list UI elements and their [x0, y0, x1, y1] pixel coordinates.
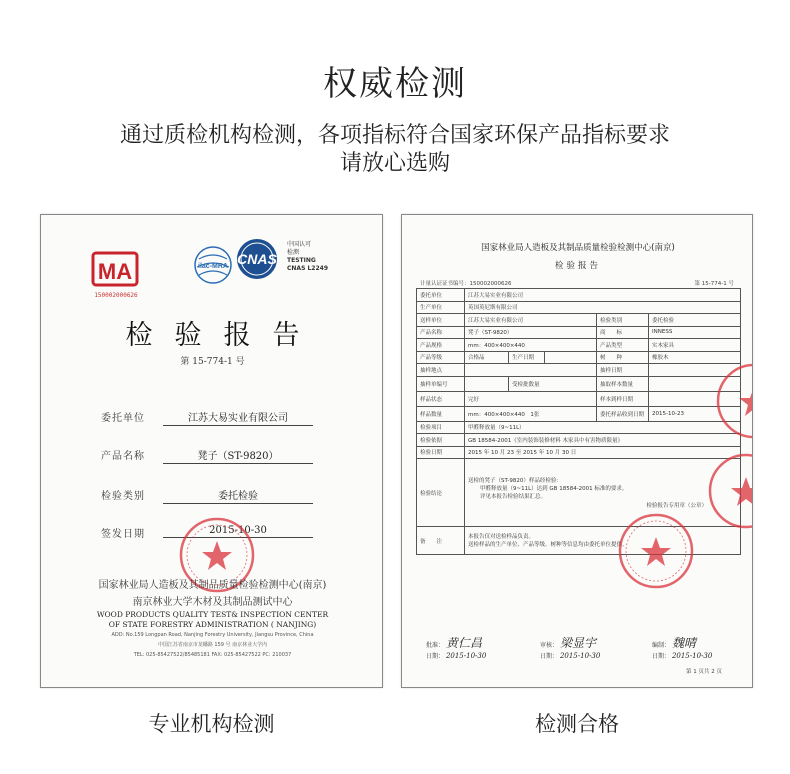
org-name-cn-2: 南京林业大学木材及其制品测试中心: [132, 597, 293, 608]
cnas-logo-icon: [224, 237, 290, 281]
certificate-title: 检验报告: [125, 320, 322, 351]
approve-date: 日期： 2015-10-30: [426, 652, 487, 660]
svg-text:ilac-MRA: ilac-MRA: [198, 263, 228, 270]
org-name-en: WOOD PRODUCTS QUALITY TEST& INSPECTION CENTER: [96, 610, 329, 619]
review-signature: 审核： 梁显宇: [540, 636, 596, 650]
table-row: 样品数量 mm：400×400×440 1张 委托样品收到日期 2015-10-23: [417, 406, 741, 421]
field-value-product: 凳子（ST-9820）: [163, 447, 313, 464]
cnas-accreditation-text: 中国认可 检测 TESTING CNAS L2249: [287, 241, 329, 272]
review-date: 日期： 2015-10-30: [540, 652, 601, 660]
report-page-number: 第 15-774-1 号: [694, 281, 734, 287]
report-subtitle: 检验报告: [554, 261, 601, 271]
svg-text:MA: MA: [97, 259, 133, 284]
caption-left: 专业机构检测: [148, 712, 275, 736]
field-label-date: 签发日期: [101, 529, 145, 540]
table-row: 产品等级 合格品 生产日期 树 种 橡胶木: [417, 351, 741, 364]
page-subtitle-2: 请放心选购: [339, 151, 450, 176]
compile-signature: 编制： 魏晴: [652, 636, 696, 650]
org-address-cn: 中国江苏省南京市龙蟠路 159 号 南京林业大学内: [157, 642, 268, 648]
cert-number: 计量认证证书编号：150002000626: [420, 281, 512, 287]
field-label-type: 检验类别: [101, 491, 145, 502]
certificate-cover: [40, 214, 383, 688]
report-title: 国家林业局人造板及其制品质量检验检测中心(南京): [481, 243, 675, 253]
table-row: 检验日期 2015 年 10 月 23 至 2015 年 10 月 30 日: [417, 446, 741, 459]
field-value-type: 委托检验: [163, 487, 313, 504]
inspection-report-page: [401, 214, 753, 688]
table-row: 检验依据 GB 18584-2001《室内装饰装修材料 木家具中有害物质限量》: [417, 434, 741, 447]
org-contact: TEL: 025-85427522/85485181 FAX: 025-85427522 PC: 210037: [133, 652, 292, 658]
red-seal-stamp-icon: [616, 511, 696, 591]
svg-text:CNAS: CNAS: [237, 251, 277, 267]
page-title: 权威检测: [323, 64, 467, 104]
field-label-product: 产品名称: [101, 451, 145, 462]
table-row: 抽样单编号 受检批数量 抽取样本数量: [417, 376, 741, 391]
caption-right: 检测合格: [535, 712, 619, 736]
table-row: 抽样地点 抽样日期: [417, 364, 741, 377]
red-seal-stamp-icon: [714, 361, 753, 441]
approve-signature: 批准： 黄仁昌: [426, 636, 482, 650]
table-row: 产品规格 mm：400×400×440 产品类型 实木家具: [417, 339, 741, 352]
table-row: 备 注 本报告仅对送检样品负责。 送检样品的生产单位、产品等级、树种等信息均由委托单位提供。: [417, 527, 741, 555]
table-row: 委托单位 江苏大易实业有限公司: [417, 289, 741, 302]
org-name-cn: 国家林业局人造板及其制品质量检验检测中心(南京): [98, 580, 327, 591]
org-address-en: ADD: No.159 Longpan Road, Nanjing Forestry University, Jiangsu Province, China: [111, 632, 314, 638]
field-value-date: 2015-10-30: [163, 525, 313, 538]
field-label-client: 委托单位: [101, 413, 145, 424]
table-row: 样品状态 完好 样本到样日期: [417, 391, 741, 406]
page-footer: 第 1 页共 2 页: [686, 669, 722, 675]
compile-date: 日期： 2015-10-30: [652, 652, 713, 660]
table-row: 生产单位 英国英尼斯有限公司: [417, 301, 741, 314]
field-value-client: 江苏大易实业有限公司: [163, 409, 313, 426]
table-row: 检验结论 送检的凳子（ST-9820）样品经检验： 甲醛释放量（9~11L）达到 GB 18584-2001 标准的要求。 评见本报告检验结果汇总。 检验报告专用章（公章）: [417, 459, 741, 527]
red-seal-stamp-icon: [706, 451, 753, 531]
cma-number: 150002000626: [94, 292, 138, 299]
table-row: 检验项目 甲醛释放量（9~11L）: [417, 421, 741, 434]
table-row: 产品名称 凳子（ST-9820） 商 标 INNESS: [417, 326, 741, 339]
page-subtitle: 通过质检机构检测，各项指标符合国家环保产品指标要求: [119, 123, 670, 148]
table-row: 送样单位 江苏大易实业有限公司 检验类别 委托检验: [417, 314, 741, 327]
cma-logo-icon: [91, 249, 139, 289]
report-number: 第 15-774-1 号: [180, 357, 245, 367]
org-name-en-2: OF STATE FORESTRY ADMINISTRATION ( NANJING): [108, 620, 317, 629]
